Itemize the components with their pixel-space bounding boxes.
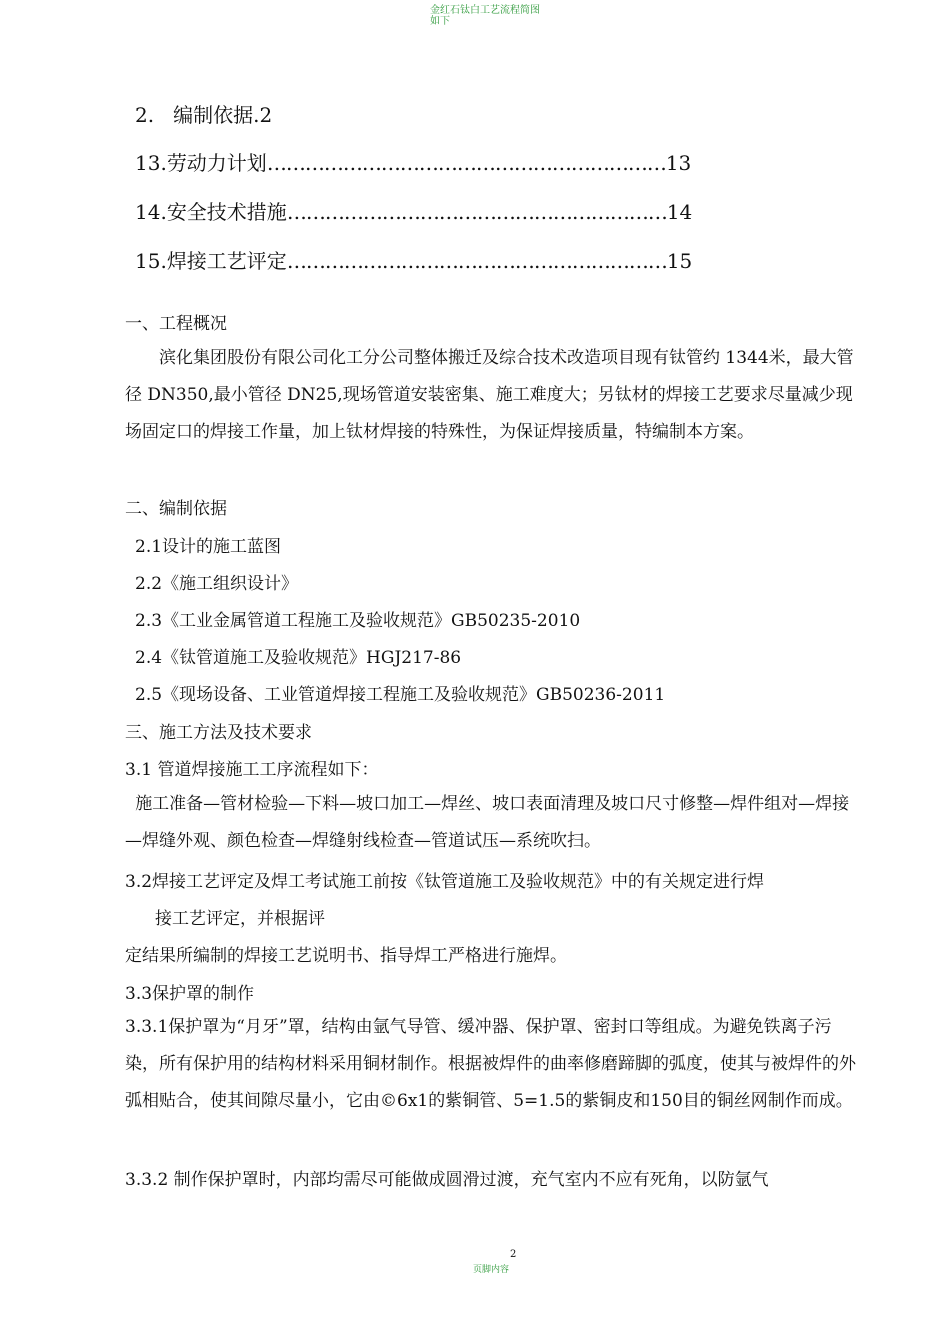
list-item: 2.1设计的施工蓝图 — [135, 537, 282, 557]
list-item: 2.4《钛管道施工及验收规范》HGJ217-86 — [135, 648, 462, 668]
section-heading: 三、施工方法及技术要求 — [125, 723, 312, 743]
paragraph-line: 3.2焊接工艺评定及焊工考试施工前按《钛管道施工及验收规范》中的有关规定进行焊 — [125, 872, 765, 892]
header-line-2: 如下 — [430, 16, 450, 27]
section-heading: 一、工程概况 — [125, 314, 227, 334]
list-item: 2.5《现场设备、工业管道焊接工程施工及验收规范》GB50236-2011 — [135, 685, 666, 705]
toc-entry: 14.安全技术措施……………………………………………………14 — [135, 200, 693, 224]
subsection-heading: 3.3保护罩的制作 — [125, 984, 255, 1004]
section-heading: 二、编制依据 — [125, 499, 227, 519]
paragraph-line: 接工艺评定，并根据评 — [155, 909, 325, 929]
page-footer: 页脚内容 — [473, 1265, 510, 1275]
paragraph: 施工准备—管材检验—下料—坡口加工—焊丝、坡口表面清理及坡口尺寸修整—焊件组对—焊接—焊缝外观、颜色检查—焊缝射线检查—管道试压—系统吹扫。 — [125, 794, 850, 851]
page-number: 2 — [510, 1249, 517, 1260]
list-item: 2.3《工业金属管道工程施工及验收规范》GB50235-2010 — [135, 611, 581, 631]
paragraph: 3.3.1保护罩为“月牙”罩，结构由氩气导管、缓冲器、保护罩、密封口等组成。为避免铁离子污染，所有保护用的结构材料采用铜材制作。根据被焊件的曲率修磨蹄脚的弧度，使其与被焊件的外弧相贴合，使其间隙尽量小，它由©6x1的紫铜管、5=1.5的紫铜皮和150目的铜丝网制作而成。 — [125, 1017, 856, 1111]
toc-entry: 15.焊接工艺评定……………………………………………………15 — [135, 249, 693, 273]
paragraph: 滨化集团股份有限公司化工分公司整体搬迁及综合技术改造项目现有钛管约 1344米，最大管径 DN350,最小管径 DN25,现场管道安装密集、施工难度大；另钛材的焊接工艺要求尽量减少现场固定口的焊接工作量，加上钛材焊接的特殊性，为保证焊接质量，特编制本方案。 — [125, 348, 854, 442]
page-header — [430, 5, 550, 27]
paragraph-line: 定结果所编制的焊接工艺说明书、指导焊工严格进行施焊。 — [125, 946, 567, 966]
toc-entry: 13.劳动力计划………………………………………………………13 — [135, 151, 692, 175]
toc-entry: 2. 编制依据.2 — [135, 103, 273, 127]
list-item: 2.2《施工组织设计》 — [135, 574, 299, 594]
subsection-heading: 3.1 管道焊接施工工序流程如下： — [125, 760, 379, 780]
paragraph-line: 3.3.2 制作保护罩时，内部均需尽可能做成圆滑过渡，充气室内不应有死角，以防氩气 — [125, 1170, 769, 1190]
header-line-1: 金红石钛白工艺流程简图 — [430, 5, 540, 16]
